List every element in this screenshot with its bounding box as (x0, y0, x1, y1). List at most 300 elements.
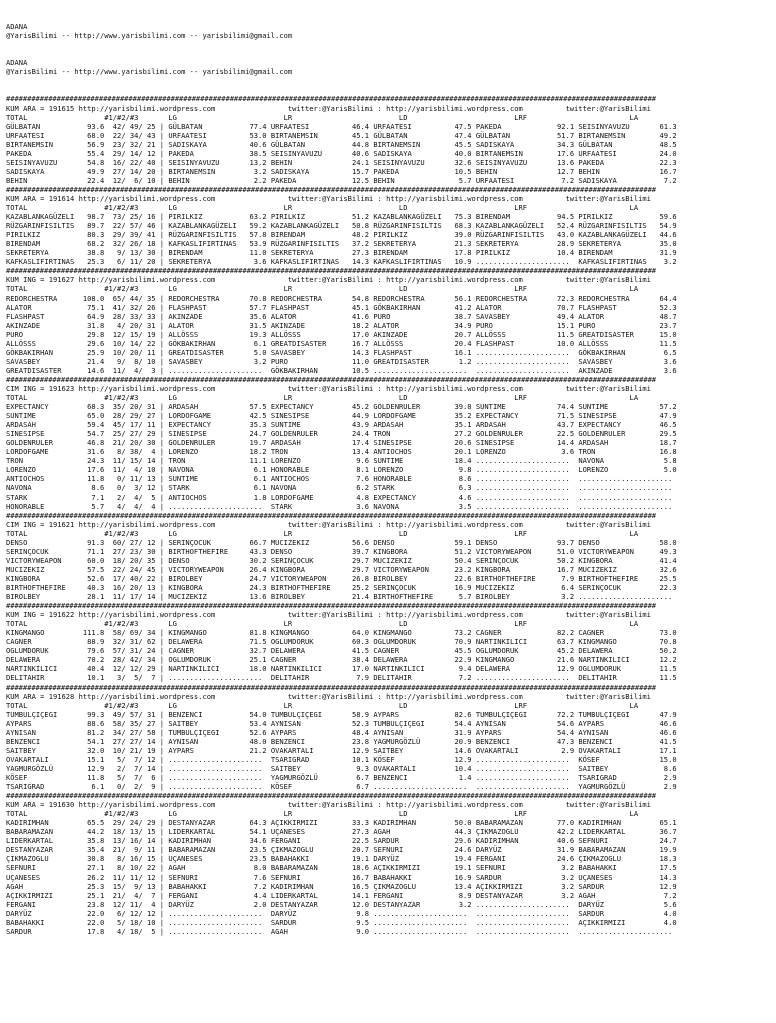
lg-cell (168, 673, 271, 682)
lr-cell (271, 854, 374, 863)
lg-score: 81.8 (240, 628, 267, 638)
race-twitter-handle[interactable]: twitter:@YarisBilimi (565, 610, 651, 620)
horse-name: ÇIKMAZOGLU (6, 854, 79, 864)
ld-horse: AYNISAN (373, 727, 446, 737)
horse-name: DENSO (6, 537, 79, 547)
la-score: 5.0 (650, 465, 677, 475)
lrf-horse: SEISINYAVUZU (475, 157, 549, 167)
race-twitter-link[interactable]: twitter:@YarisBilimi : http://yarisbilimi.wordpress.com (287, 193, 566, 203)
horse-row (6, 321, 776, 330)
ld-cell (373, 339, 476, 348)
lrf-horse: AÇIKKIRMIZI (475, 881, 549, 891)
horse-name: LIDERKARTAL (6, 836, 79, 846)
ld-cell (373, 773, 476, 782)
la-cell (578, 628, 676, 637)
rank-counts: 8/ 38/ 4 | (108, 447, 169, 457)
horse-row (6, 248, 776, 257)
lg-cell (168, 628, 271, 637)
lg-horse: BABAHAKKI (168, 881, 241, 891)
la-horse: TSARIGRAD (578, 772, 651, 782)
ld-horse: ...................... (373, 917, 472, 927)
lg-score: 6.1 (240, 465, 267, 475)
la-cell (578, 637, 676, 646)
lg-horse: KINGMANGO (168, 628, 241, 638)
race-twitter-handle[interactable]: twitter:@YarisBilimi (565, 103, 651, 113)
lrf-horse: EXPECTANCY (475, 411, 549, 421)
horse-name: KADIRIMHAN (6, 818, 79, 828)
lrf-cell (476, 854, 579, 863)
lr-cell (271, 339, 374, 348)
horse-name: YAGMURGÖZLÜ (6, 763, 79, 773)
lrf-horse: ...................... (475, 908, 575, 918)
horse-name: KAZABLANKAGÜZELI (6, 212, 79, 222)
lr-horse: AYNISAN (270, 718, 344, 728)
ld-cell (373, 465, 476, 474)
lg-cell (168, 646, 271, 655)
la-cell (578, 465, 676, 474)
ld-cell (373, 438, 476, 447)
la-score: 11.5 (650, 338, 677, 348)
lg-horse: SUNTIME (168, 474, 241, 484)
column-header-ranks: #1/#2/#3 (104, 809, 169, 819)
lrf-cell (476, 583, 579, 592)
lg-horse: AGAH (168, 863, 241, 873)
race-twitter-link[interactable]: twitter:@YarisBilimi : http://yarisbilimi.wordpress.com (287, 691, 566, 701)
ld-horse: AKINZADE (373, 329, 446, 339)
lr-score: 6.2 (343, 483, 370, 493)
ld-score: 35.1 (445, 420, 472, 430)
ld-horse: ...................... (373, 926, 472, 936)
rank-counts: 4/ 18/ 5 | (108, 926, 169, 936)
horse-row (6, 628, 776, 637)
la-cell (578, 248, 676, 257)
lr-score: 15.7 (343, 166, 370, 176)
la-horse: VICTORYWEAPON (578, 546, 651, 556)
lrf-cell (476, 447, 579, 456)
ld-cell (373, 456, 476, 465)
lrf-horse: KADIRIMHAN (475, 836, 549, 846)
ld-cell (373, 827, 476, 836)
ld-horse: ALATOR (373, 320, 446, 330)
lrf-horse: SADISKAYA (475, 139, 549, 149)
rank-counts: 49/ 57/ 31 | (108, 709, 169, 719)
column-header-lrf: LRF (514, 112, 630, 122)
horse-name: DESTANYAZAR (6, 845, 79, 855)
lg-horse: EXPECTANCY (168, 420, 241, 430)
lr-score: 8.1 (343, 465, 370, 475)
race-title-line (6, 384, 776, 393)
lrf-cell (476, 312, 579, 321)
lrf-score: 16.7 (548, 564, 575, 574)
rank-counts: 21/ 20/ 30 | (108, 438, 169, 448)
race-twitter-handle[interactable]: twitter:@YarisBilimi (565, 383, 651, 393)
horse-row (6, 592, 776, 601)
la-horse: KÖSEF (578, 754, 651, 764)
la-horse: ...................... (578, 474, 677, 484)
lr-horse: BIRTHOFTHEFIRE (270, 583, 344, 592)
la-cell (578, 402, 676, 411)
lrf-horse: PIRILKIZ (475, 248, 549, 258)
la-horse: SAITBEY (578, 763, 651, 773)
horse-row (6, 257, 776, 266)
race-twitter-handle[interactable]: twitter:@YarisBilimi (565, 691, 651, 701)
lg-score: 24.7 (240, 573, 267, 583)
lrf-score: 34.3 (548, 139, 575, 149)
total-score: 17.8 (78, 926, 109, 936)
total-score: 68.2 (78, 239, 109, 249)
horse-row (6, 863, 776, 872)
race-block (6, 185, 776, 266)
lg-score: 3.2 (240, 166, 267, 176)
lg-cell (168, 294, 271, 303)
lr-score: 38.4 (343, 655, 370, 665)
horse-row (6, 673, 776, 682)
lrf-score: 93.7 (548, 537, 575, 547)
ld-horse: NAVONA (373, 501, 446, 511)
horse-row (6, 565, 776, 574)
lg-score: 8.0 (240, 863, 267, 873)
lg-horse: RÜZGARINFISILTIS (168, 230, 241, 240)
horse-row (6, 429, 776, 438)
rank-counts: 16/ 22/ 40 | (108, 157, 169, 167)
race-twitter-link[interactable]: twitter:@YarisBilimi : http://yarisbilimi.wordpress.com (287, 610, 566, 620)
la-horse: CAGNER (578, 628, 651, 638)
ld-score: 16.1 (445, 347, 472, 357)
total-score: 5.7 (78, 501, 109, 511)
lrf-score: 49.4 (548, 311, 575, 321)
lr-horse: GÜLBATAN (270, 139, 344, 149)
la-score: 3.6 (650, 365, 677, 375)
lrf-horse: BIRTANEMSIN (475, 148, 549, 158)
ld-horse: BIRENDAM (373, 248, 446, 258)
horse-name: PURO (6, 329, 79, 339)
lrf-cell (476, 429, 579, 438)
lrf-cell (476, 149, 579, 158)
la-score: 22.3 (650, 583, 677, 592)
la-cell (578, 900, 676, 909)
lrf-cell (476, 140, 579, 149)
lr-cell (271, 637, 374, 646)
lr-cell (271, 719, 374, 728)
ld-score: 40.0 (445, 148, 472, 158)
lg-cell (168, 882, 271, 891)
ld-cell (373, 764, 476, 773)
column-header-ranks: #1/#2/#3 (104, 203, 169, 213)
lg-cell (168, 339, 271, 348)
horse-name: OGLUMDORUK (6, 646, 79, 656)
lrf-cell (476, 719, 579, 728)
la-horse: ARDASAH (578, 438, 651, 448)
lg-cell (168, 836, 271, 845)
la-score: 15.0 (650, 754, 677, 764)
lg-cell (168, 918, 271, 927)
la-cell (578, 891, 676, 900)
total-score: 10.1 (78, 673, 109, 683)
ld-score: 3.5 (445, 501, 472, 511)
ld-horse: ...................... (373, 365, 472, 375)
ld-cell (373, 854, 476, 863)
lrf-horse: URFAATESI (475, 175, 549, 185)
la-score: 3.6 (650, 356, 677, 366)
rank-counts: 22/ 24/ 45 | (108, 564, 169, 574)
la-horse: NARTINKILICI (578, 655, 651, 665)
lrf-score: 14.4 (548, 438, 575, 448)
horse-name: TUMBULÇIÇEGI (6, 709, 79, 719)
lg-score: 70.8 (240, 293, 267, 303)
lr-cell (271, 927, 374, 936)
lr-horse: OVAKARTALI (270, 745, 344, 755)
la-score: 24.0 (650, 148, 677, 158)
horse-row (6, 122, 776, 131)
race-twitter-handle[interactable]: twitter:@YarisBilimi (565, 800, 651, 810)
horse-row (6, 927, 776, 936)
race-title: KUM ARA = 191614 http://yarisbilimi.wordpress.com (6, 193, 288, 203)
lr-horse: LIDERKARTAL (270, 890, 344, 900)
race-title-line (6, 104, 776, 113)
lr-cell (271, 655, 374, 664)
rank-counts: 45/ 17/ 11 | (108, 420, 169, 430)
ld-cell (373, 411, 476, 420)
lg-score: 26.4 (240, 564, 267, 574)
total-score: 23.8 (78, 899, 109, 909)
lr-score: 13.4 (343, 447, 370, 457)
column-header-lrf: LRF (514, 284, 630, 294)
lrf-cell (476, 900, 579, 909)
la-score: 5.8 (650, 456, 677, 466)
lg-cell (168, 547, 271, 556)
la-score: 17.1 (650, 745, 677, 755)
ld-horse: ÇIKMAZOGLU (373, 881, 446, 891)
lrf-horse: FERGANI (475, 854, 549, 864)
total-score: 25.9 (78, 347, 109, 357)
la-cell (578, 646, 676, 655)
lr-cell (271, 212, 374, 221)
total-score: 40.4 (78, 664, 109, 674)
lg-cell (168, 140, 271, 149)
la-horse: SAVASBEY (578, 356, 651, 366)
la-horse: ...................... (578, 492, 677, 502)
la-score: 50.2 (650, 646, 677, 656)
lr-horse: GOLDENRULER (270, 429, 344, 439)
lrf-horse: ...................... (475, 465, 575, 475)
total-score: 29.8 (78, 329, 109, 339)
la-horse: SERINÇOCUK (578, 583, 651, 592)
lg-score: 48.0 (240, 736, 267, 746)
lr-cell (271, 366, 374, 375)
lrf-cell (476, 438, 579, 447)
la-cell (578, 710, 676, 719)
lr-cell (271, 411, 374, 420)
lg-horse: ANTIOCHOS (168, 492, 241, 502)
ld-horse: ALLÖSSS (373, 338, 446, 348)
horse-row (6, 737, 776, 746)
lg-horse: SINESIPSE (168, 429, 241, 439)
lr-horse: SEKRETERYA (270, 248, 344, 258)
horse-name: SARDUR (6, 926, 79, 936)
lr-horse: EXPECTANCY (270, 402, 344, 412)
lg-cell (168, 357, 271, 366)
race-twitter-link[interactable]: twitter:@YarisBilimi : http://yarisbilimi.wordpress.com (287, 103, 566, 113)
column-header-lr: LR (283, 203, 399, 213)
column-header-lg: LG (168, 284, 284, 294)
ld-cell (373, 583, 476, 592)
lr-horse: DELAWERA (270, 646, 344, 656)
lg-cell (168, 728, 271, 737)
horse-name: CAGNER (6, 637, 79, 647)
race-list (6, 94, 776, 935)
lg-horse: ...................... (168, 772, 267, 782)
column-header-la: LA (629, 284, 639, 294)
lr-horse: AKINZADE (270, 320, 344, 330)
la-horse: GÜLBATAN (578, 139, 651, 149)
lrf-horse: DARYÜZ (475, 845, 549, 855)
lg-score: 18.2 (240, 447, 267, 457)
ld-cell (373, 710, 476, 719)
ld-horse: SADISKAYA (373, 148, 446, 158)
ld-horse: KAZABLANKAGÜZELI (373, 212, 446, 222)
lrf-cell (476, 818, 579, 827)
la-horse: TRON (578, 447, 651, 457)
rank-counts: 29/ 39/ 41 | (108, 230, 169, 240)
total-score: 65.0 (78, 411, 109, 421)
lrf-horse: PAKEDA (475, 121, 549, 131)
ld-score: 27.2 (445, 429, 472, 439)
horse-row (6, 891, 776, 900)
horse-row (6, 900, 776, 909)
race-twitter-link[interactable]: twitter:@YarisBilimi : http://yarisbilimi.wordpress.com (287, 383, 566, 393)
ld-horse: SAITBEY (373, 745, 446, 755)
la-score: 5.6 (650, 899, 677, 909)
horse-name: SAITBEY (6, 745, 79, 755)
la-score: 57.2 (650, 402, 677, 412)
lrf-score: 54.6 (548, 718, 575, 728)
lr-cell (271, 909, 374, 918)
lrf-horse: AYNISAN (475, 718, 549, 728)
rank-counts: 57/ 31/ 24 | (108, 646, 169, 656)
lr-horse: KINGBORA (270, 564, 344, 574)
lr-cell (271, 628, 374, 637)
column-header-ld: LD (398, 203, 515, 213)
lr-horse: BEHIN (270, 157, 344, 167)
lrf-cell (476, 764, 579, 773)
total-score: 64.9 (78, 311, 109, 321)
ld-cell (373, 348, 476, 357)
rank-counts: 12/ 11/ 4 | (108, 899, 169, 909)
race-twitter-link[interactable]: twitter:@YarisBilimi : http://yarisbilimi.wordpress.com (287, 519, 566, 529)
lrf-cell (476, 131, 579, 140)
lrf-cell (476, 330, 579, 339)
lrf-horse: GÜLBATAN (475, 130, 549, 140)
la-score: 18.3 (650, 854, 677, 864)
lr-horse: KAFKASLIFIRTINAS (270, 257, 344, 267)
lrf-cell (476, 239, 579, 248)
rank-counts: 28/ 42/ 34 | (108, 655, 169, 665)
ld-horse: AÇIKKIRMIZI (373, 863, 446, 873)
lr-cell (271, 782, 374, 791)
lr-score: 10.1 (343, 754, 370, 764)
horse-row (6, 710, 776, 719)
rank-counts: 0/ 2/ 9 | (108, 782, 169, 792)
lr-score: 14.3 (343, 347, 370, 357)
la-horse: ...................... (578, 592, 677, 602)
lrf-cell (476, 348, 579, 357)
lg-horse: KINGBORA (168, 583, 241, 592)
total-score: 22.0 (78, 917, 109, 927)
horse-name: AYNISAN (6, 727, 79, 737)
horse-name: ANTIOCHOS (6, 474, 79, 484)
lg-score: 57.8 (240, 230, 267, 240)
la-score: 59.6 (650, 212, 677, 222)
horse-row (6, 773, 776, 782)
race-twitter-handle[interactable]: twitter:@YarisBilimi (565, 275, 651, 285)
lg-score: 34.6 (240, 836, 267, 846)
separator-line: ########################################################################################################################################################## (6, 682, 657, 692)
la-cell (578, 149, 676, 158)
ld-cell (373, 746, 476, 755)
total-score: 7.1 (78, 492, 109, 502)
lg-score: 6.1 (240, 474, 267, 484)
total-score: 25.3 (78, 257, 109, 267)
lr-horse: VICTORYWEAPON (270, 573, 344, 583)
lg-score: 7.6 (240, 872, 267, 882)
race-twitter-handle[interactable]: twitter:@YarisBilimi (565, 193, 651, 203)
race-title: KUM ARA = 191615 http://yarisbilimi.wordpress.com (6, 103, 288, 113)
horse-row (6, 755, 776, 764)
la-cell (578, 737, 676, 746)
la-cell (578, 230, 676, 239)
ld-score: 35.2 (445, 411, 472, 421)
race-twitter-handle[interactable]: twitter:@YarisBilimi (565, 519, 651, 529)
header-line: ADANA (6, 22, 28, 32)
ld-horse: GÜLBATAN (373, 130, 446, 140)
lrf-cell (476, 927, 579, 936)
lg-cell (168, 574, 271, 583)
lrf-cell (476, 918, 579, 927)
total-score: 57.5 (78, 564, 109, 574)
lr-horse: OGLUMDORUK (270, 637, 344, 647)
lg-score: 23.5 (240, 854, 267, 864)
lr-cell (271, 420, 374, 429)
lg-horse: BIRENDAM (168, 248, 241, 258)
ld-cell (373, 303, 476, 312)
horse-row (6, 854, 776, 863)
la-horse: BEHIN (578, 166, 651, 176)
race-twitter-link[interactable]: twitter:@YarisBilimi : http://yarisbilimi.wordpress.com (287, 800, 566, 810)
column-header-total: TOTAL (6, 809, 105, 819)
lr-horse: SADISKAYA (270, 166, 344, 176)
total-score: 70.2 (78, 655, 109, 665)
la-cell (578, 348, 676, 357)
horse-name: ALATOR (6, 302, 79, 312)
lr-cell (271, 402, 374, 411)
rank-counts: 5/ 7/ 6 | (108, 772, 169, 782)
la-horse: OGLUMDORUK (578, 664, 651, 674)
lrf-cell (476, 882, 579, 891)
lrf-horse: REDORCHESTRA (475, 293, 549, 303)
ld-score: 9.8 (445, 465, 472, 475)
la-score: 16.7 (650, 166, 677, 176)
race-twitter-link[interactable]: twitter:@YarisBilimi : http://yarisbilimi.wordpress.com (287, 275, 566, 285)
total-score: 31.8 (78, 320, 109, 330)
total-score: 49.9 (78, 166, 109, 176)
lrf-cell (476, 565, 579, 574)
lr-horse: NAVONA (270, 483, 344, 493)
la-score: 7.2 (650, 175, 677, 185)
lrf-horse: BIRENDAM (475, 212, 549, 222)
ld-score: 20.1 (445, 447, 472, 457)
horse-name: SADISKAYA (6, 166, 79, 176)
lg-cell (168, 257, 271, 266)
